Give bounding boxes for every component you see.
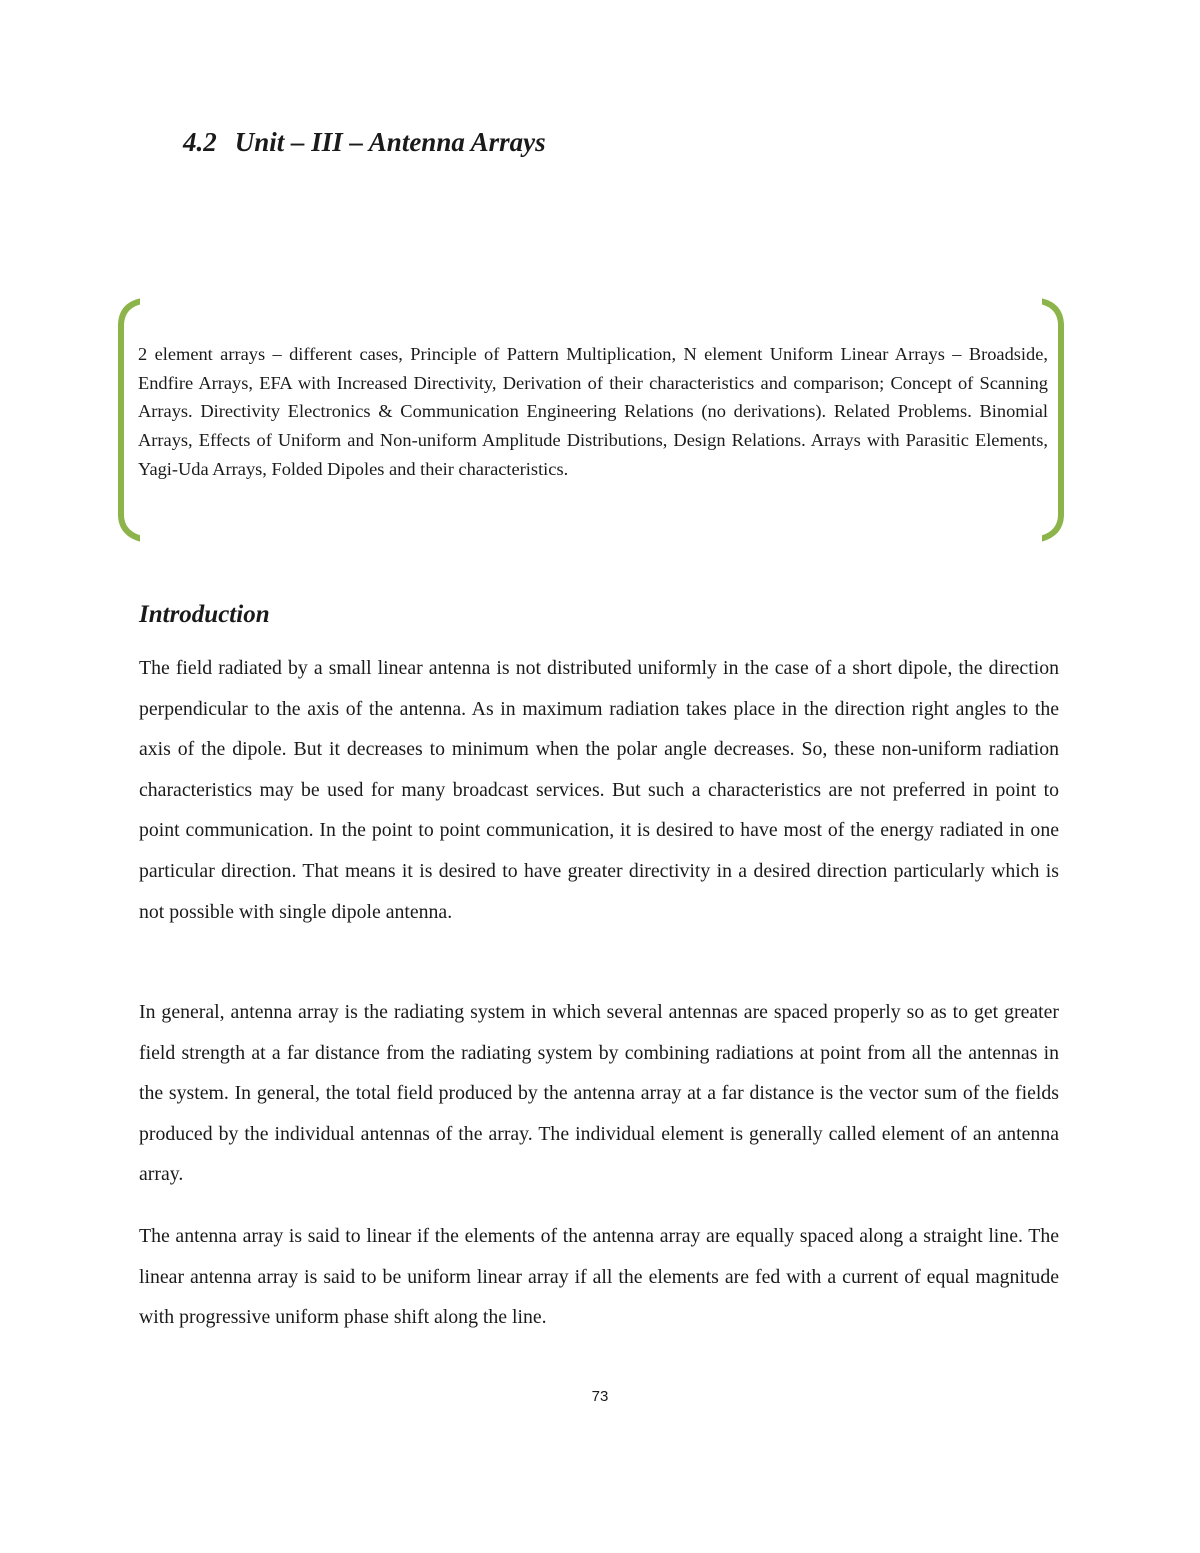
section-number: 4.2 <box>183 127 217 157</box>
intro-paragraph-1: The field radiated by a small linear antenna is not distributed uniformly in the case of a short dipole, the direction perpendicular to the axis of the antenna. As in maximum radiation takes place in the direction right angles to the axis of the dipole. But it decreases to minimum when the polar angle decreases. So, these non-uniform radiation characteristics may be used for many broadcast services. But such a characteristics are not preferred in point to point communication. In the point to point communication, it is desired to have most of the energy radiated in one particular direction. That means it is desired to have greater directivity in a desired direction particularly which is not possible with single dipole antenna. <box>139 657 1059 923</box>
intro-paragraph-2: In general, antenna array is the radiating system in which several antennas are spaced properly so as to get greater field strength at a far distance from the radiating system by combining radiations at point from all the antennas in the system. In general, the total field produced by the antenna array at a far distance is the vector sum of the fields produced by the individual antennas of the array. The individual element is generally called element of an antenna array. <box>139 1001 1059 1186</box>
syllabus-text: 2 element arrays – different cases, Principle of Pattern Multiplication, N element Uniform Linear Arrays – Broadside, Endfire Arrays, EFA with Increased Directivity, Derivation of their characteristics and comparison; Concept of Scanning Arrays. Directivity Electronics & Communication Engineering Relations (no derivations). Related Problems. Binomial Arrays, Effects of Uniform and Non-uniform Amplitude Distributions, Design Relations. Arrays with Parasitic Elements, Yagi-Uda Arrays, Folded Dipoles and their characteristics. <box>138 344 1048 479</box>
introduction-heading: Introduction <box>139 601 270 628</box>
left-bracket-icon <box>116 296 140 544</box>
right-bracket-icon <box>1042 296 1066 544</box>
section-title: Unit – III – Antenna Arrays <box>234 127 546 157</box>
intro-paragraph-3: The antenna array is said to linear if the elements of the antenna array are equally spaced along a straight line. The linear antenna array is said to be uniform linear array if all the elements are fed with a current of equal magnitude with progressive uniform phase shift along the line. <box>139 1225 1059 1329</box>
syllabus-box <box>116 296 1066 544</box>
section-heading <box>183 122 546 162</box>
page-number: 73 <box>591 1388 609 1405</box>
